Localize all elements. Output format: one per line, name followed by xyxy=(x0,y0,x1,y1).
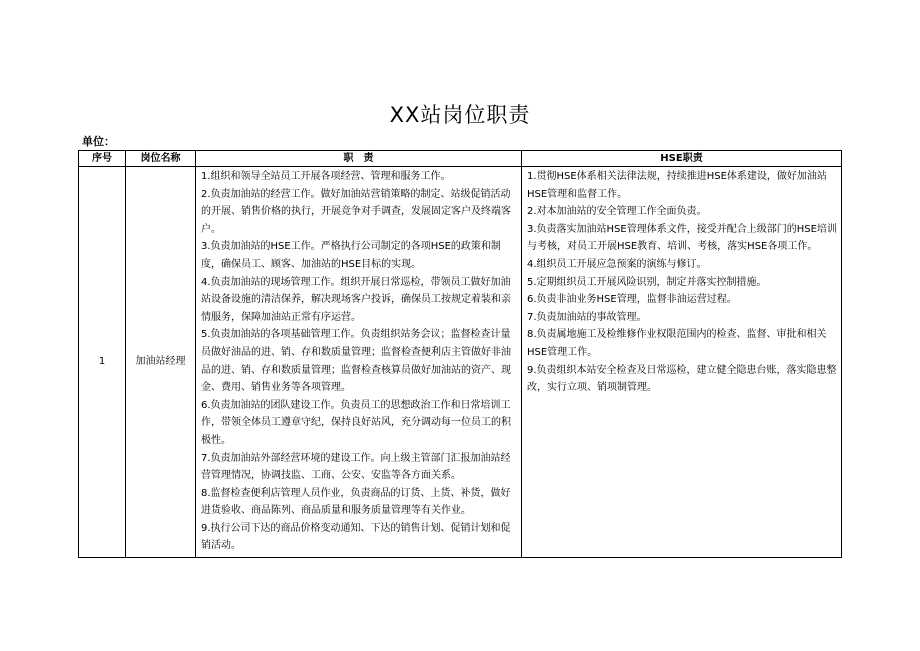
header-duties: 职 责 xyxy=(196,151,522,167)
hse-item: 1.贯彻HSE体系相关法律法规，持续推进HSE体系建设，做好加油站HSE管理和监督工作。 xyxy=(527,171,827,200)
duty-item: 4.负责加油站的现场管理工作。组织开展日常巡检，带领员工做好加油站设备设施的清洁保养，解决现场客户投诉，确保员工按规定着装和亲情服务，保障加油站正常有序运营。 xyxy=(201,276,511,323)
hse-item: 5.定期组织员工开展风险识别，制定并落实控制措施。 xyxy=(527,276,767,288)
duty-item: 8.监督检查便利店管理人员作业，负责商品的订货、上货、补货，做好进货验收、商品陈列、商品质量和服务质量管理等有关作业。 xyxy=(201,487,511,517)
duty-item: 7.负责加油站外部经营环境的建设工作。向上级主管部门汇报加油站经营管理情况，协调技监、工商、公安、安监等各方面关系。 xyxy=(201,452,511,482)
table-header-row xyxy=(79,151,842,167)
table-row xyxy=(79,167,842,558)
duty-item: 9.执行公司下达的商品价格变动通知、下达的销售计划、促销计划和促销活动。 xyxy=(201,522,511,552)
hse-item: 8.负责属地施工及检维修作业权限范围内的检查、监督、审批和相关HSE管理工作。 xyxy=(527,329,827,358)
hse-item: 7.负责加油站的事故管理。 xyxy=(527,311,647,323)
duty-item: 5.负责加油站的各项基础管理工作。负责组织站务会议；监督检查计量员做好油品的进、销、存和数质量管理；监督检查便利店主管做好非油品的进、销、存和数质量管理；监督检查核算员做好加油站的资产、现金、费用、销售业务等各项管理。 xyxy=(201,329,511,394)
hse-item: 6.负责非油业务HSE管理，监督非油运营过程。 xyxy=(527,294,737,306)
hse-cell xyxy=(522,167,842,558)
row-no: 1 xyxy=(79,167,126,558)
header-position: 岗位名称 xyxy=(126,151,196,167)
header-hse: HSE职责 xyxy=(522,151,842,167)
unit-label: 单位： xyxy=(82,135,115,148)
hse-item: 9.负责组织本站安全检查及日常巡检，建立健全隐患台账，落实隐患整改，实行立项、销项制管理。 xyxy=(527,364,837,394)
job-duties-table xyxy=(78,150,842,558)
hse-item: 4.组织员工开展应急预案的演练与修订。 xyxy=(527,258,707,270)
hse-item: 2.对本加油站的安全管理工作全面负责。 xyxy=(527,206,707,218)
duty-item: 1.组织和领导全站员工开展各项经营、管理和服务工作。 xyxy=(201,171,451,182)
duties-cell xyxy=(196,167,522,558)
hse-item: 3.负责落实加油站HSE管理体系文件，接受并配合上级部门的HSE培训与考核，对员工开展HSE教育、培训、考核，落实HSE各项工作。 xyxy=(527,223,837,253)
duty-item: 6.负责加油站的团队建设工作。负责员工的思想政治工作和日常培训工作，带领全体员工遵章守纪，保持良好站风，充分调动每一位员工的积极性。 xyxy=(201,399,511,446)
row-position: 加油站经理 xyxy=(126,167,196,558)
document-title: XX站岗位职责 xyxy=(389,103,531,127)
header-no: 序号 xyxy=(79,151,126,167)
duty-item: 2.负责加油站的经营工作。做好加油站营销策略的制定、站级促销活动的开展、销售价格的执行，开展竞争对手调查，发展固定客户及终端客户。 xyxy=(201,188,511,235)
duty-item: 3.负责加油站的HSE工作。严格执行公司制定的各项HSE的政策和制度，确保员工、顾客、加油站的HSE目标的实现。 xyxy=(201,241,501,270)
